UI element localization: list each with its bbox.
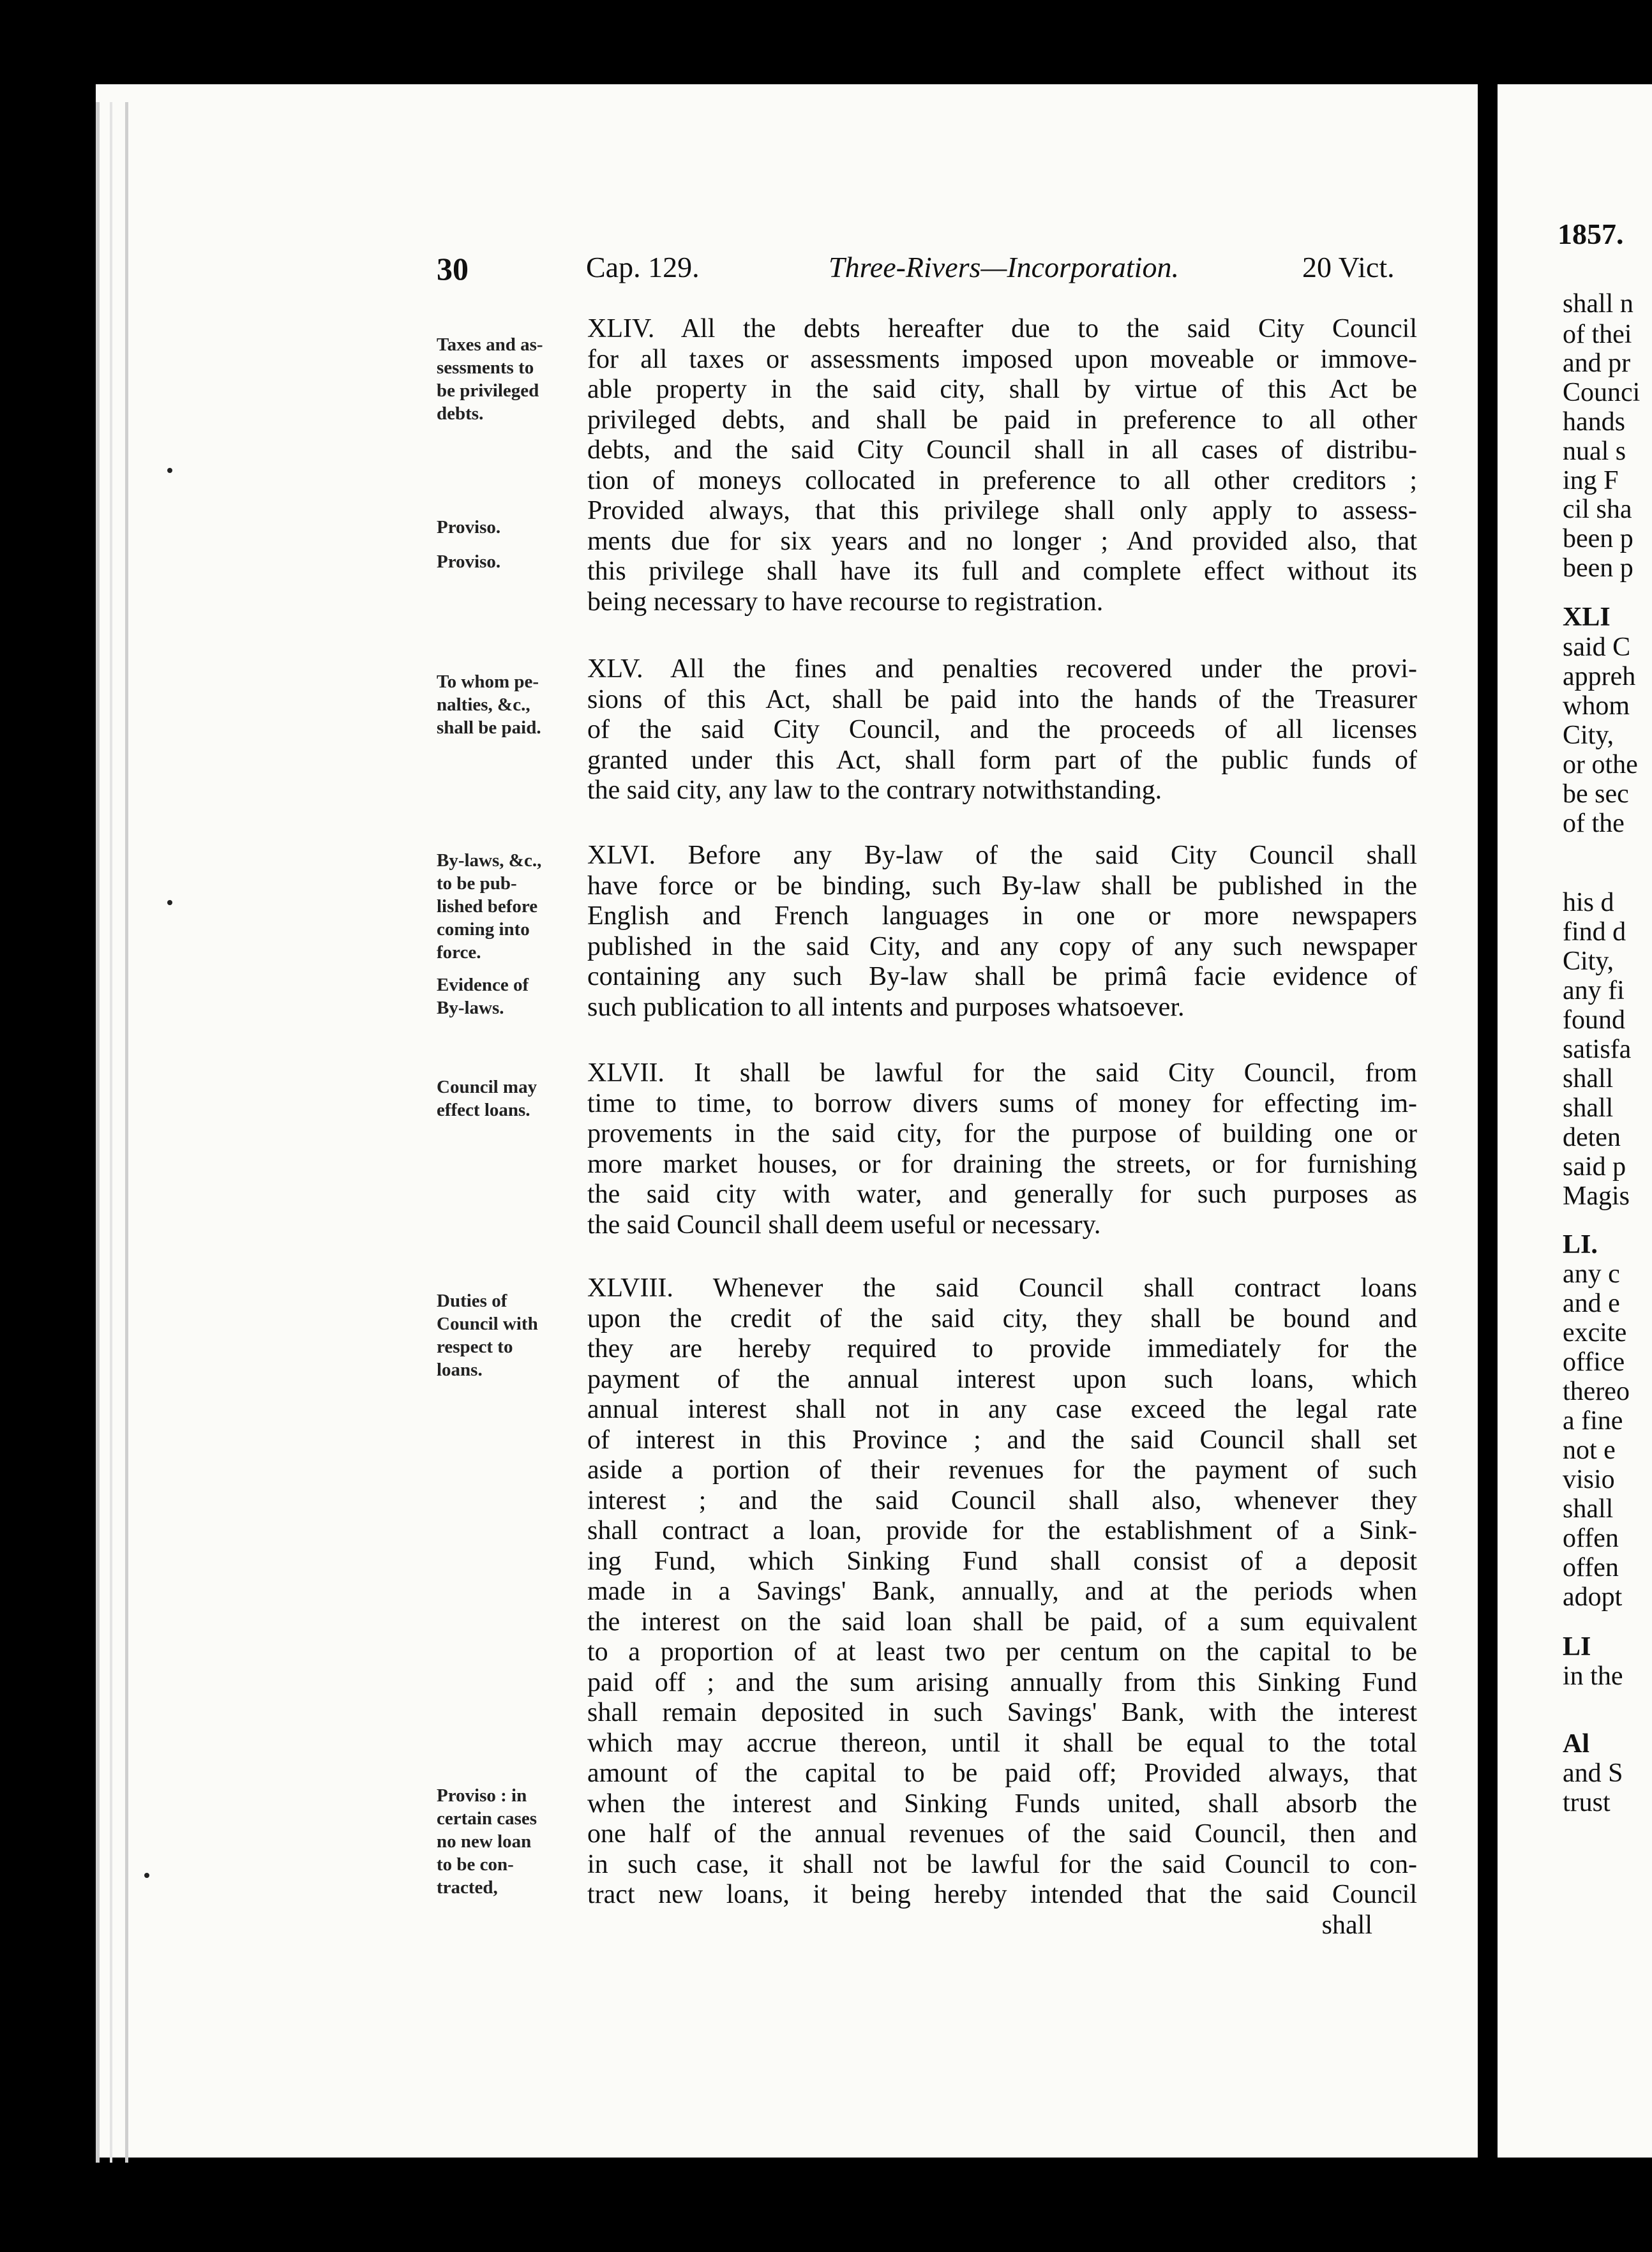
text-line: sions of this Act, shall be paid into the hands of the Treasurer bbox=[587, 684, 1417, 714]
right-page-fragment: ing F bbox=[1563, 466, 1619, 495]
regnal-year: 20 Vict. bbox=[1302, 251, 1395, 283]
right-page-fragment: said p bbox=[1563, 1152, 1626, 1182]
margin-note: Taxes and as- sessments to be privileged debts. bbox=[437, 334, 543, 424]
right-page-fragment: shall bbox=[1563, 1064, 1614, 1093]
chapter-label: Cap. 129. bbox=[586, 251, 700, 283]
text-line: which may accrue thereon, until it shall be equal to the total bbox=[587, 1728, 1417, 1758]
text-line: of the said City Council, and the proceeds of all licenses bbox=[587, 715, 1417, 744]
right-page-fragment: offen bbox=[1563, 1553, 1619, 1582]
binding-mark bbox=[167, 468, 172, 473]
text-line: privileged debts, and shall be paid in preference to all other bbox=[587, 405, 1417, 435]
text-line: of interest in this Province ; and the said Council shall set bbox=[587, 1425, 1417, 1455]
right-page-fragment: offen bbox=[1563, 1524, 1619, 1553]
text-line: aside a portion of their revenues for the payment of such bbox=[587, 1455, 1417, 1485]
text-line: the said city, any law to the contrary notwithstanding. bbox=[587, 776, 1162, 805]
text-line: debts, and the said City Council shall in all cases of distribu- bbox=[587, 435, 1417, 465]
right-page-fragment: found bbox=[1563, 1005, 1625, 1035]
right-page-fragment: of the bbox=[1563, 809, 1625, 838]
right-page-fragment: be sec bbox=[1563, 779, 1629, 809]
right-page-fragment: LI bbox=[1563, 1632, 1591, 1662]
right-page-fragment: a fine bbox=[1563, 1406, 1623, 1436]
text-line: XLVIII. Whenever the said Council shall contract loans bbox=[587, 1273, 1417, 1303]
right-page-fragment: City, bbox=[1563, 947, 1614, 976]
right-page-fragment: thereo bbox=[1563, 1377, 1630, 1406]
right-page-fragment: XLI bbox=[1563, 603, 1611, 632]
right-page-fragment: and e bbox=[1563, 1289, 1620, 1318]
right-page-fragment: find d bbox=[1563, 917, 1626, 947]
text-line: interest ; and the said Council shall also, whenever they bbox=[587, 1485, 1417, 1515]
text-line: Provided always, that this privilege shall only apply to assess- bbox=[587, 496, 1417, 525]
right-page-fragment: any fi bbox=[1563, 976, 1625, 1005]
section-xliv bbox=[587, 314, 1417, 617]
text-line: one half of the annual revenues of the said Council, then and bbox=[587, 1819, 1417, 1849]
running-title: Three-Rivers—Incorporation. bbox=[829, 251, 1179, 283]
right-page-fragment: Al bbox=[1563, 1729, 1589, 1759]
text-line: XLVII. It shall be lawful for the said City Council, from bbox=[587, 1058, 1417, 1088]
right-page-fragment: appreh bbox=[1563, 662, 1636, 691]
text-line: annual interest shall not in any case exceed the legal rate bbox=[587, 1395, 1417, 1424]
right-page-fragment: in the bbox=[1563, 1662, 1623, 1691]
text-line: for all taxes or assessments imposed upon moveable or immove- bbox=[587, 344, 1417, 374]
text-line: more market houses, or for draining the streets, or for furnishing bbox=[587, 1149, 1417, 1179]
right-page-fragment: of thei bbox=[1563, 320, 1632, 349]
section-xlviii bbox=[587, 1273, 1417, 1940]
section-xlvi bbox=[587, 841, 1417, 1023]
text-line: XLIV. All the debts hereafter due to the said City Council bbox=[587, 314, 1417, 343]
binding-mark bbox=[167, 900, 172, 905]
right-page-fragment: cil sha bbox=[1563, 495, 1632, 524]
right-page-fragment: nual s bbox=[1563, 437, 1626, 466]
page-edge bbox=[125, 102, 128, 2163]
text-line: the said Council shall deem useful or necessary. bbox=[587, 1210, 1101, 1240]
margin-note: By-laws, &c., to be pub- lished before coming into force. bbox=[437, 850, 542, 963]
text-line: able property in the said city, shall by virtue of this Act be bbox=[587, 375, 1417, 404]
text-line: the interest on the said loan shall be paid, of a sum equivalent bbox=[587, 1607, 1417, 1637]
right-page-fragment: his d bbox=[1563, 888, 1614, 917]
right-page-fragment: City, bbox=[1563, 721, 1614, 750]
right-page-fragment: shall bbox=[1563, 1093, 1614, 1123]
text-line: shall contract a loan, provide for the establishment of a Sink- bbox=[587, 1516, 1417, 1545]
text-line: granted under this Act, shall form part of the public funds of bbox=[587, 745, 1417, 775]
margin-note: To whom pe- nalties, &c., shall be paid. bbox=[437, 672, 541, 738]
text-line: upon the credit of the said city, they shall be bound and bbox=[587, 1303, 1417, 1333]
text-line: have force or be binding, such By-law shall be published in the bbox=[587, 871, 1417, 901]
text-line: this privilege shall have its full and complete effect without its bbox=[587, 557, 1417, 586]
text-line: to a proportion of at least two per centum on the capital to be bbox=[587, 1637, 1417, 1667]
margin-note: Proviso. bbox=[437, 517, 501, 537]
right-page-fragment: shall n bbox=[1563, 289, 1633, 319]
text-line: shall remain deposited in such Savings' Bank, with the interest bbox=[587, 1698, 1417, 1727]
text-line: shall bbox=[1321, 1910, 1372, 1940]
margin-note: Council may effect loans. bbox=[437, 1077, 537, 1120]
right-page-fragment: any c bbox=[1563, 1259, 1620, 1289]
text-line: in such case, it shall not be lawful for the said Council to con- bbox=[587, 1849, 1417, 1879]
right-page-fragment: trust bbox=[1563, 1788, 1611, 1817]
right-page-fragment: been p bbox=[1563, 553, 1633, 583]
text-line: ing Fund, which Sinking Fund shall consist of a deposit bbox=[587, 1546, 1417, 1576]
right-page-fragment: and S bbox=[1563, 1759, 1623, 1788]
text-line: XLV. All the fines and penalties recovered under the provi- bbox=[587, 654, 1417, 684]
right-page-fragment: whom bbox=[1563, 691, 1630, 721]
text-line: the said city with water, and generally for such purposes as bbox=[587, 1180, 1417, 1209]
right-page-fragment: adopt bbox=[1563, 1582, 1623, 1612]
page-edge bbox=[96, 102, 100, 2163]
right-page-fragment: deten bbox=[1563, 1123, 1621, 1152]
right-page-fragment: or othe bbox=[1563, 750, 1638, 779]
right-page-fragment: LI. bbox=[1563, 1230, 1598, 1259]
text-line: amount of the capital to be paid off; Provided always, that bbox=[587, 1759, 1417, 1788]
right-page-fragment: shall bbox=[1563, 1494, 1614, 1524]
text-line: English and French languages in one or more newspapers bbox=[587, 901, 1417, 931]
text-line: payment of the annual interest upon such loans, which bbox=[587, 1364, 1417, 1394]
text-line: XLVI. Before any By-law of the said City Council shall bbox=[587, 841, 1417, 870]
right-page-fragment: and pr bbox=[1563, 349, 1631, 378]
text-line: paid off ; and the sum arising annually from this Sinking Fund bbox=[587, 1667, 1417, 1697]
right-page-fragment: not e bbox=[1563, 1436, 1616, 1465]
text-line: provements in the said city, for the purpose of building one or bbox=[587, 1119, 1417, 1148]
page-gutter bbox=[1480, 70, 1498, 2177]
right-page-fragment: office bbox=[1563, 1347, 1625, 1377]
margin-note: Proviso. bbox=[437, 552, 501, 572]
text-line: time to time, to borrow divers sums of money for effecting im- bbox=[587, 1088, 1417, 1118]
right-page-fragment: satisfa bbox=[1563, 1035, 1632, 1064]
page-edge bbox=[110, 102, 112, 2163]
right-page-fragment: visio bbox=[1563, 1465, 1615, 1494]
right-page-fragment: hands bbox=[1563, 407, 1625, 437]
text-line: being necessary to have recourse to registration. bbox=[587, 587, 1104, 617]
section-xlvii bbox=[587, 1058, 1417, 1240]
text-line: containing any such By-law shall be primâ facie evidence of bbox=[587, 962, 1417, 991]
text-line: ments due for six years and no longer ; And provided also, that bbox=[587, 526, 1417, 556]
margin-note: Evidence of By-laws. bbox=[437, 975, 529, 1018]
right-page-fragment: Magis bbox=[1563, 1182, 1630, 1211]
text-line: made in a Savings' Bank, annually, and at the periods when bbox=[587, 1577, 1417, 1606]
text-line: such publication to all intents and purposes whatsoever. bbox=[587, 992, 1185, 1022]
page-number: 30 bbox=[437, 251, 469, 287]
text-line: when the interest and Sinking Funds united, shall absorb the bbox=[587, 1789, 1417, 1819]
right-page-fragment: excite bbox=[1563, 1318, 1627, 1347]
right-page-fragment: been p bbox=[1563, 524, 1633, 553]
binding-mark bbox=[144, 1873, 149, 1878]
text-line: they are hereby required to provide immediately for the bbox=[587, 1334, 1417, 1363]
right-page-year: 1857. bbox=[1558, 218, 1624, 250]
text-line: published in the said City, and any copy of any such newspaper bbox=[587, 931, 1417, 961]
section-xlv bbox=[587, 654, 1417, 806]
text-line: tract new loans, it being hereby intended that the said Council bbox=[587, 1880, 1417, 1909]
margin-note: Duties of Council with respect to loans. bbox=[437, 1291, 538, 1380]
right-page-fragment: said C bbox=[1563, 633, 1631, 662]
margin-note: Proviso : in certain cases no new loan to be con- tracted, bbox=[437, 1785, 537, 1898]
text-line: tion of moneys collocated in preference to all other creditors ; bbox=[587, 465, 1417, 495]
right-page-fragment: Counci bbox=[1563, 378, 1641, 407]
